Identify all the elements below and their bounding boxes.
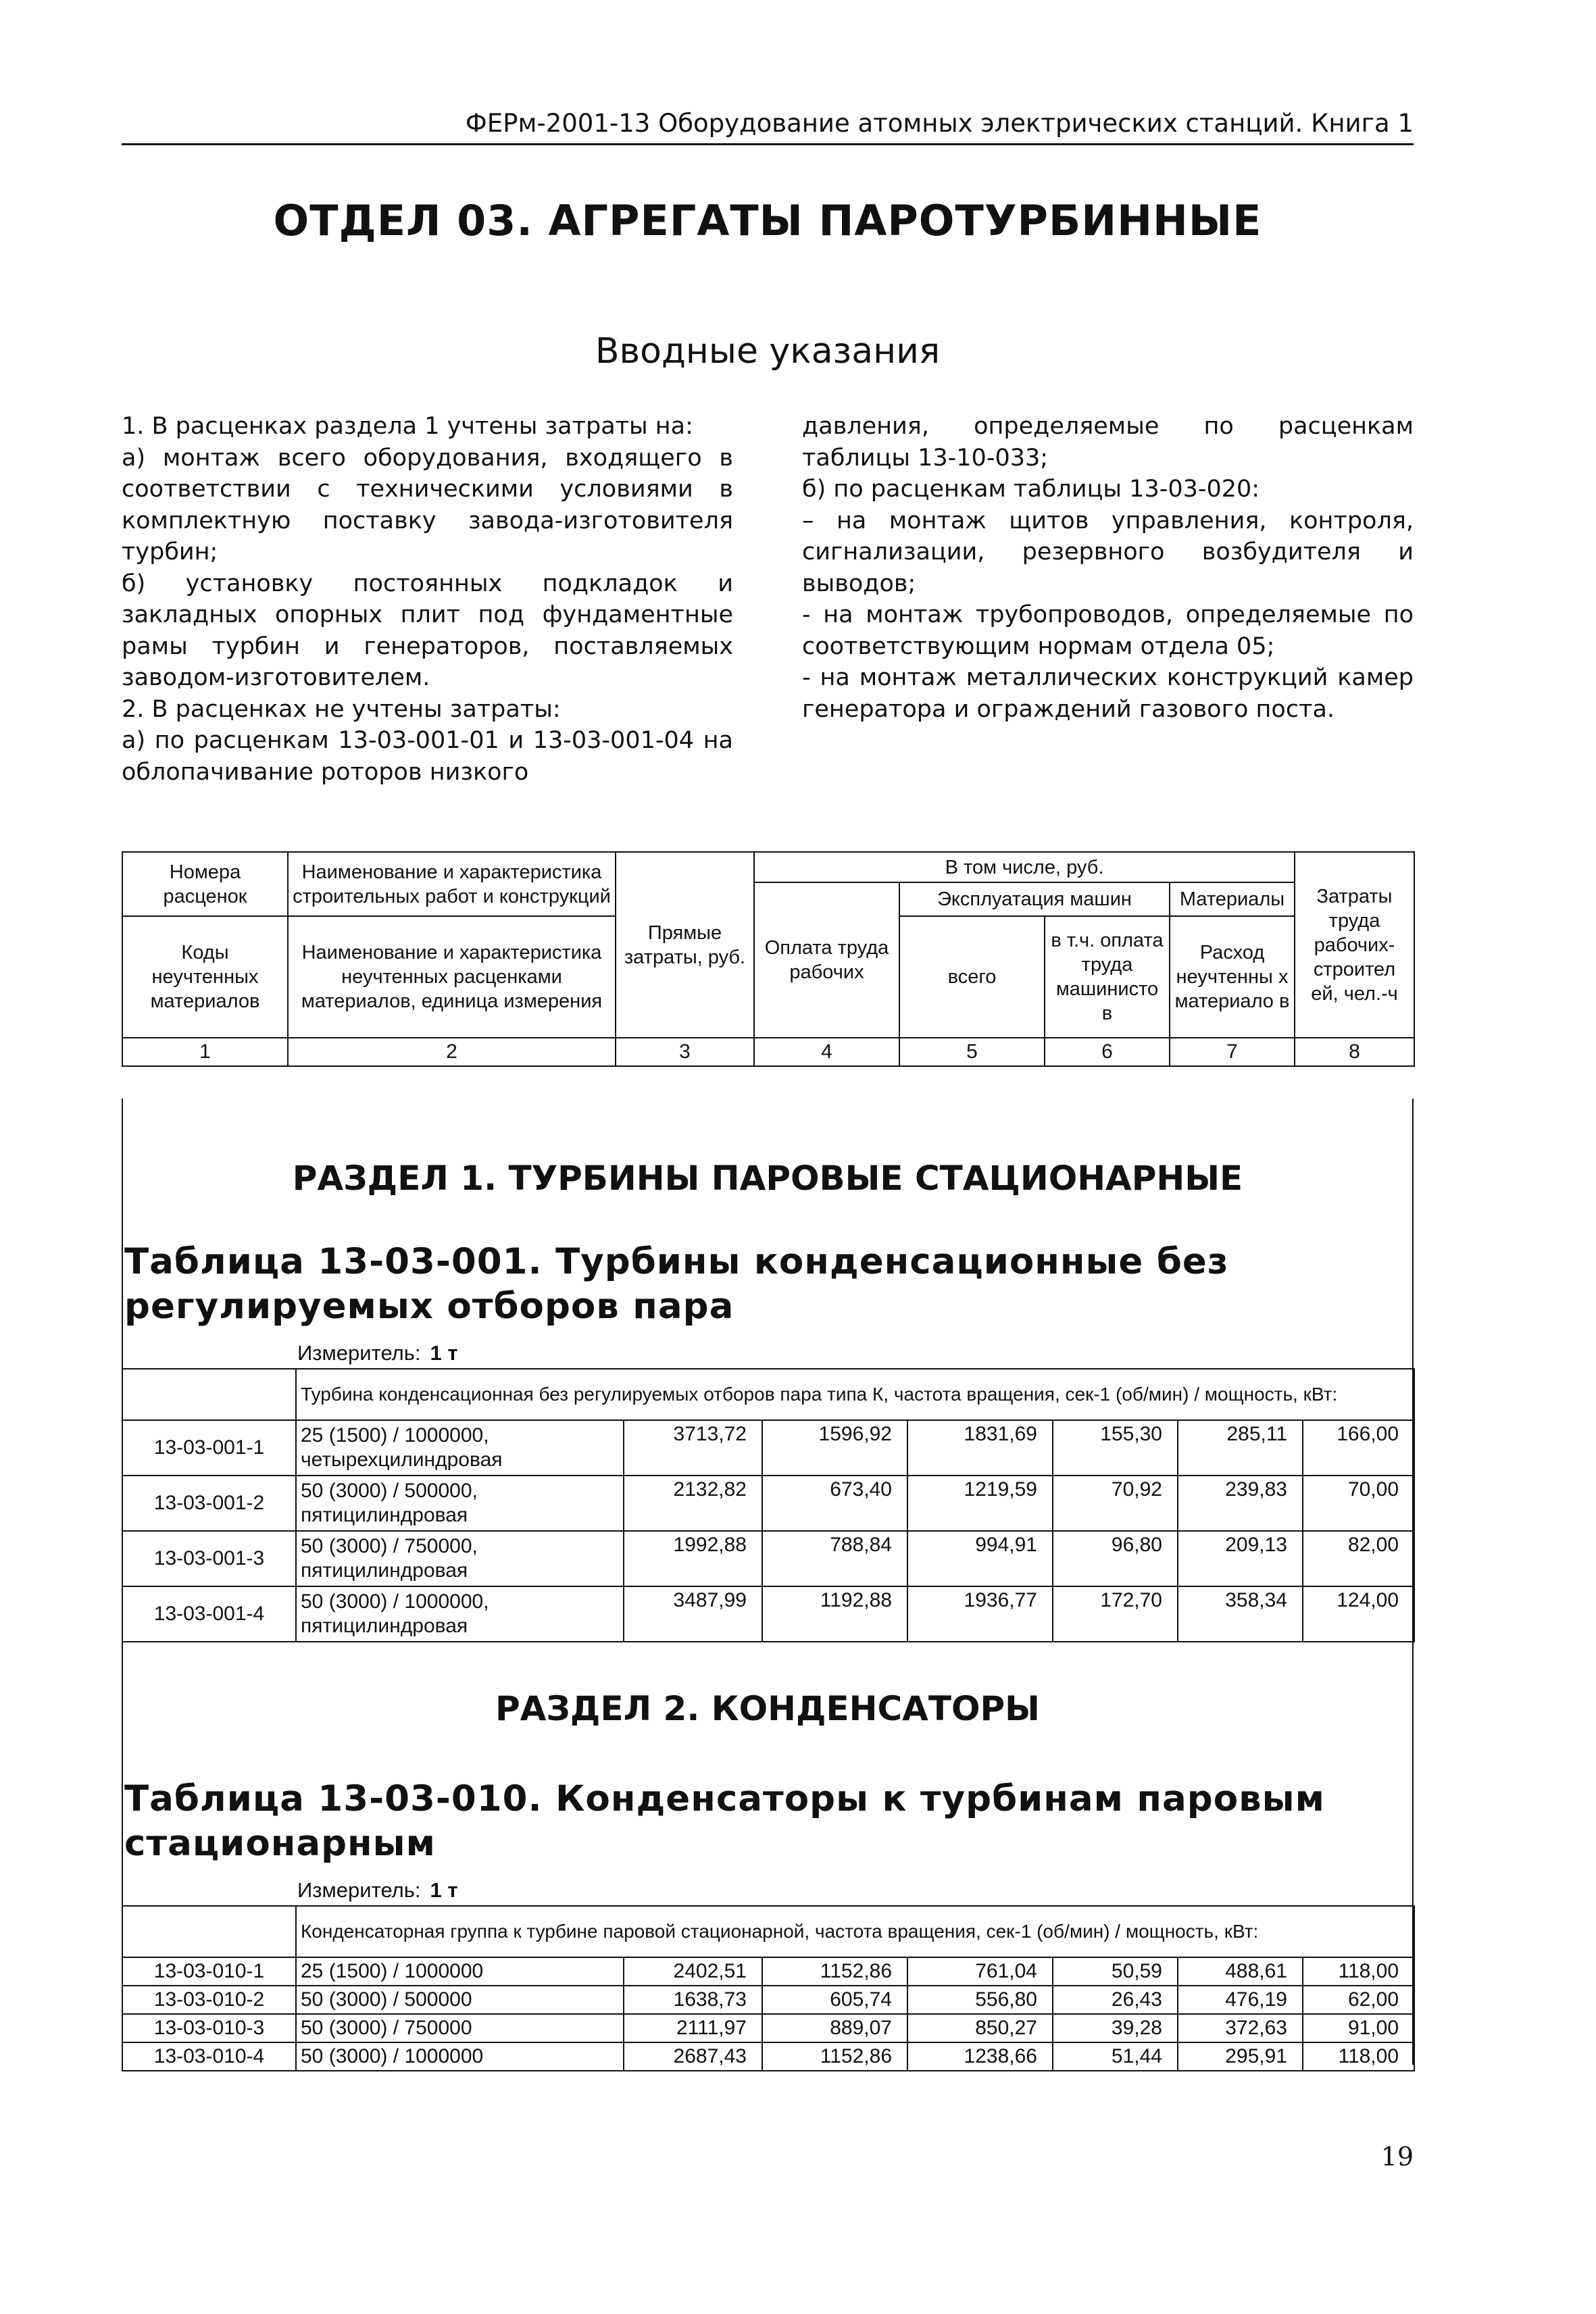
- labor-costs: 70,00: [1303, 1476, 1414, 1531]
- header-direct-costs: Прямые затраты, руб.: [616, 852, 754, 1038]
- rate-code: 13-03-010-4: [122, 2042, 296, 2071]
- header-material-name: Наименование и характеристика неучтенных расценками материалов, единица измерения: [288, 916, 616, 1038]
- intro-column-right: [802, 411, 1414, 725]
- wages: 889,07: [762, 2014, 907, 2042]
- table-row: [122, 1420, 1414, 1476]
- rate-name: 50 (3000) / 750000, пятицилиндровая: [296, 1531, 624, 1586]
- header-rule: [122, 143, 1414, 145]
- material-costs: 209,13: [1178, 1531, 1303, 1586]
- measure-unit: [297, 1341, 458, 1365]
- rate-code: 13-03-001-3: [122, 1531, 296, 1586]
- wages: 605,74: [762, 1986, 907, 2014]
- table-row: [122, 2042, 1414, 2071]
- direct-costs: 3487,99: [624, 1586, 762, 1642]
- intro-title: Вводные указания: [595, 331, 941, 372]
- running-header: ФЕРм-2001-13 Оборудование атомных электрических станций. Книга 1: [465, 109, 1414, 138]
- header-material-spend: Расход неучтенны х материало в: [1170, 916, 1295, 1038]
- wages: 1152,86: [762, 2042, 907, 2071]
- machine-costs: 1936,77: [907, 1586, 1053, 1642]
- material-costs: 488,61: [1178, 1957, 1303, 1986]
- intro-paragraph: б) по расценкам таблицы 13-03-020:: [802, 476, 1260, 503]
- rate-code: 13-03-001-4: [122, 1586, 296, 1642]
- direct-costs: 2402,51: [624, 1957, 762, 1986]
- intro-paragraph: б) установку постоянных подкладок и закладных опорных плит под фундаментные рамы турбин и генераторов, поставляемых заводом-изготовителем.: [122, 570, 733, 691]
- material-costs: 476,19: [1178, 1986, 1303, 2014]
- rate-code: 13-03-001-2: [122, 1476, 296, 1531]
- rate-name: 25 (1500) / 1000000, четырехцилиндровая: [296, 1420, 624, 1476]
- rate-code: 13-03-010-3: [122, 2014, 296, 2042]
- part-title: ОТДЕЛ 03. АГРЕГАТЫ ПАРОТУРБИННЫЕ: [273, 196, 1262, 245]
- machinist-wages: 96,80: [1053, 1531, 1178, 1586]
- table-row: [122, 1586, 1414, 1642]
- intro-paragraph: - на монтаж трубопроводов, определяемые по соответствующим нормам отдела 05;: [802, 601, 1414, 660]
- machine-costs: 556,80: [907, 1986, 1053, 2014]
- wages: 788,84: [762, 1531, 907, 1586]
- column-number: 8: [1295, 1038, 1414, 1066]
- header-materials: Материалы: [1170, 882, 1295, 916]
- measure-value: 1 т: [430, 1341, 458, 1365]
- intro-paragraph: а) монтаж всего оборудования, входящего в соответствии с техническими условиями в комплектную поставку завода-изготовителя турбин;: [122, 444, 733, 565]
- intro-paragraph: – на монтаж щитов управления, контроля, сигнализации, резервного возбудителя и выводов;: [802, 507, 1414, 597]
- machine-costs: 850,27: [907, 2014, 1053, 2042]
- machinist-wages: 39,28: [1053, 2014, 1178, 2042]
- direct-costs: 1638,73: [624, 1986, 762, 2014]
- rates-table-13-03-001: [122, 1368, 1415, 1642]
- material-costs: 239,83: [1178, 1476, 1303, 1531]
- labor-costs: 62,00: [1303, 1986, 1414, 2014]
- machinist-wages: 70,92: [1053, 1476, 1178, 1531]
- table-title: Таблица 13-03-010. Конденсаторы к турбинам паровым стационарным: [124, 1778, 1325, 1864]
- table-row: [122, 1476, 1414, 1531]
- column-number: 1: [122, 1038, 288, 1066]
- machinist-wages: 26,43: [1053, 1986, 1178, 2014]
- column-number: 3: [616, 1038, 754, 1066]
- header-material-codes: Коды неучтенных материалов: [122, 916, 288, 1038]
- measure-label: Измеритель:: [297, 1341, 421, 1365]
- wages: 673,40: [762, 1476, 907, 1531]
- header-wages: Оплата труда рабочих: [754, 882, 899, 1038]
- machine-costs: 761,04: [907, 1957, 1053, 1986]
- column-number: 2: [288, 1038, 616, 1066]
- machine-costs: 1831,69: [907, 1420, 1053, 1476]
- measure-label: Измеритель:: [297, 1878, 421, 1902]
- section-title: РАЗДЕЛ 1. ТУРБИНЫ ПАРОВЫЕ СТАЦИОНАРНЫЕ: [292, 1159, 1243, 1198]
- rate-name: 50 (3000) / 1000000, пятицилиндровая: [296, 1586, 624, 1642]
- material-costs: 285,11: [1178, 1420, 1303, 1476]
- wages: 1152,86: [762, 1957, 907, 1986]
- intro-paragraph: 1. В расценках раздела 1 учтены затраты на:: [122, 413, 693, 440]
- labor-costs: 118,00: [1303, 2042, 1414, 2071]
- labor-costs: 166,00: [1303, 1420, 1414, 1476]
- table-description: Конденсаторная группа к турбине паровой стационарной, частота вращения, сек-1 (об/мин) / мощность, кВт:: [296, 1906, 1414, 1957]
- direct-costs: 2111,97: [624, 2014, 762, 2042]
- wages: 1192,88: [762, 1586, 907, 1642]
- measure-value: 1 т: [430, 1878, 458, 1902]
- machinist-wages: 155,30: [1053, 1420, 1178, 1476]
- rate-name: 50 (3000) / 500000, пятицилиндровая: [296, 1476, 624, 1531]
- material-costs: 358,34: [1178, 1586, 1303, 1642]
- table-description: Турбина конденсационная без регулируемых отборов пара типа К, частота вращения, сек-1 (об/мин) / мощность, кВт:: [296, 1369, 1414, 1420]
- header-including: В том числе, руб.: [754, 852, 1295, 882]
- direct-costs: 3713,72: [624, 1420, 762, 1476]
- labor-costs: 118,00: [1303, 1957, 1414, 1986]
- column-number: 4: [754, 1038, 899, 1066]
- header-codes: Номера расценок: [122, 852, 288, 916]
- column-number: 5: [899, 1038, 1045, 1066]
- machine-costs: 1219,59: [907, 1476, 1053, 1531]
- direct-costs: 1992,88: [624, 1531, 762, 1586]
- page-number: 19: [1380, 2142, 1414, 2171]
- header-labor: Затраты труда рабочих-строител ей, чел.-ч: [1295, 852, 1414, 1038]
- labor-costs: 91,00: [1303, 2014, 1414, 2042]
- header-work-name: Наименование и характеристика строительных работ и конструкций: [288, 852, 616, 916]
- rate-name: 50 (3000) / 750000: [296, 2014, 624, 2042]
- material-costs: 372,63: [1178, 2014, 1303, 2042]
- section-title: РАЗДЕЛ 2. КОНДЕНСАТОРЫ: [495, 1689, 1040, 1728]
- machine-costs: 1238,66: [907, 2042, 1053, 2071]
- header-machine-ops: Эксплуатация машин: [899, 882, 1170, 916]
- machinist-wages: 172,70: [1053, 1586, 1178, 1642]
- machinist-wages: 51,44: [1053, 2042, 1178, 2071]
- empty-cell: [122, 1906, 296, 1957]
- wages: 1596,92: [762, 1420, 907, 1476]
- rate-name: 50 (3000) / 1000000: [296, 2042, 624, 2071]
- intro-column-left: [122, 411, 733, 788]
- direct-costs: 2687,43: [624, 2042, 762, 2071]
- intro-paragraph: 2. В расценках не учтены затраты:: [122, 695, 561, 723]
- rate-code: 13-03-010-2: [122, 1986, 296, 2014]
- empty-cell: [122, 1369, 296, 1420]
- measure-unit: [297, 1878, 458, 1903]
- table-row: [122, 1957, 1414, 1986]
- rates-table-header: [122, 851, 1415, 1067]
- labor-costs: 82,00: [1303, 1531, 1414, 1586]
- intro-paragraph: - на монтаж металлических конструкций камер генератора и ограждений газового поста.: [802, 664, 1414, 723]
- table-row: [122, 1986, 1414, 2014]
- header-machine-total: всего: [899, 916, 1045, 1038]
- rate-name: 50 (3000) / 500000: [296, 1986, 624, 2014]
- direct-costs: 2132,82: [624, 1476, 762, 1531]
- labor-costs: 124,00: [1303, 1586, 1414, 1642]
- rate-code: 13-03-001-1: [122, 1420, 296, 1476]
- material-costs: 295,91: [1178, 2042, 1303, 2071]
- column-number: 7: [1170, 1038, 1295, 1066]
- rate-name: 25 (1500) / 1000000: [296, 1957, 624, 1986]
- intro-paragraph: а) по расценкам 13-03-001-01 и 13-03-001-04 на облопачивание роторов низкого: [122, 727, 733, 786]
- rate-code: 13-03-010-1: [122, 1957, 296, 1986]
- column-number: 6: [1045, 1038, 1170, 1066]
- table-row: [122, 2014, 1414, 2042]
- machine-costs: 994,91: [907, 1531, 1053, 1586]
- machinist-wages: 50,59: [1053, 1957, 1178, 1986]
- intro-paragraph: давления, определяемые по расценкам таблицы 13-10-033;: [802, 413, 1414, 472]
- table-title: Таблица 13-03-001. Турбины конденсационные без регулируемых отборов пара: [124, 1241, 1229, 1327]
- header-machinist-wages: в т.ч. оплата труда машинисто в: [1045, 916, 1170, 1038]
- rates-table-13-03-010: [122, 1905, 1415, 2071]
- table-row: [122, 1531, 1414, 1586]
